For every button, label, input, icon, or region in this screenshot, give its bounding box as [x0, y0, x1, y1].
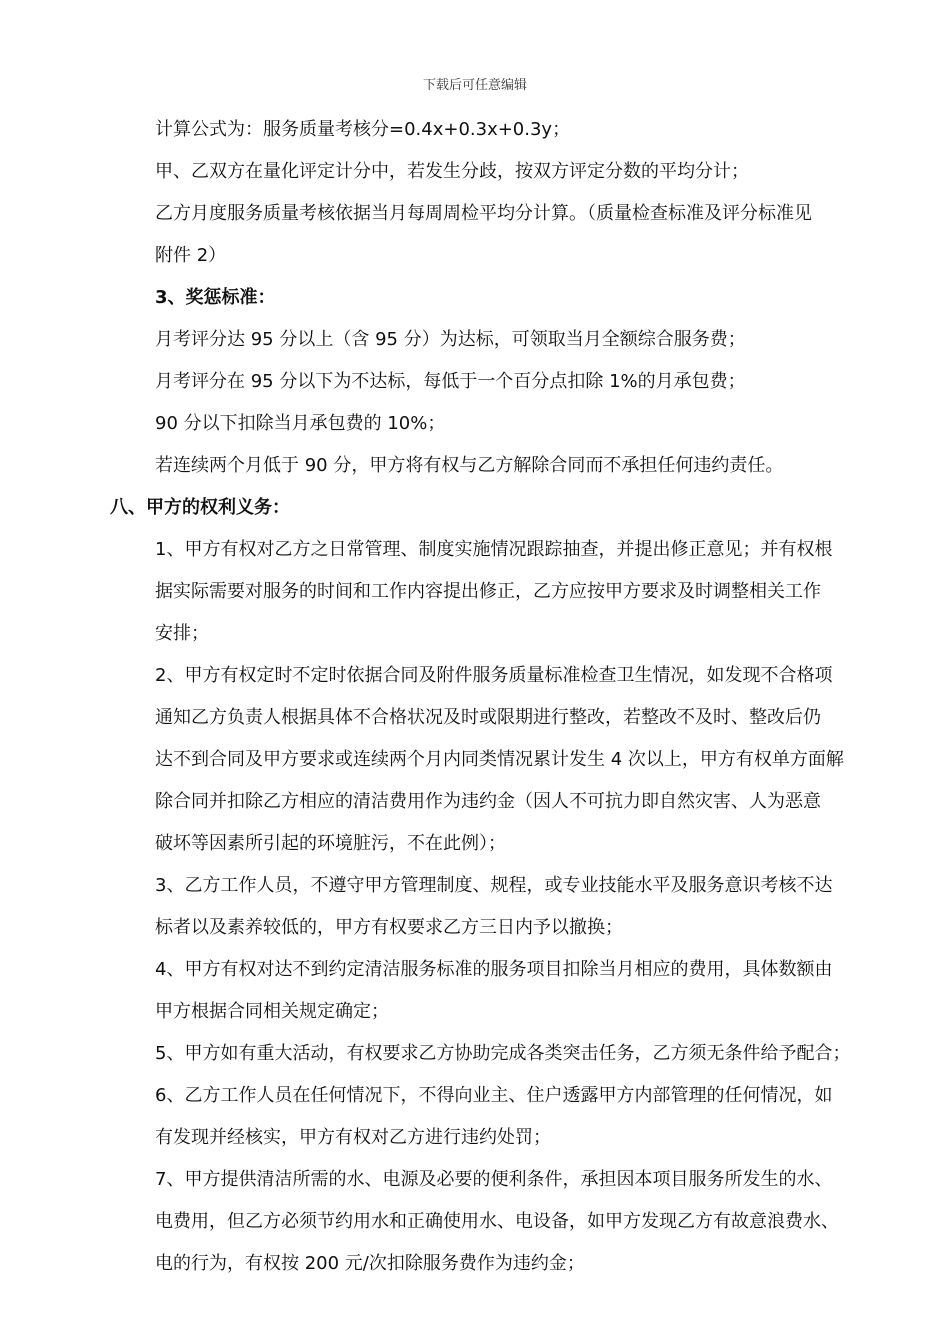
- paragraph-line: 乙方月度服务质量考核依据当月每周周检平均分计算。（质量检查标准及评分标准见: [155, 203, 812, 224]
- paragraph-line: 有发现并经核实，甲方有权对乙方进行违约处罚；: [155, 1127, 551, 1148]
- paragraph-line: 月考评分在 95 分以下为不达标，每低于一个百分点扣除 1%的月承包费；: [155, 371, 746, 392]
- paragraph-line: 4、甲方有权对达不到约定清洁服务标准的服务项目扣除当月相应的费用，具体数额由: [155, 959, 833, 980]
- page-header: 下载后可任意编辑: [422, 78, 527, 93]
- paragraph-line: 90 分以下扣除当月承包费的 10%；: [155, 413, 446, 434]
- paragraph-line: 据实际需要对服务的时间和工作内容提出修正，乙方应按甲方要求及时调整相关工作: [155, 581, 821, 602]
- formula-line: 计算公式为：服务质量考核分=0.4x+0.3x+0.3y；: [155, 119, 571, 140]
- paragraph-line: 7、甲方提供清洁所需的水、电源及必要的便利条件，承担因本项目服务所发生的水、: [155, 1169, 833, 1190]
- paragraph-line: 破坏等因素所引起的环境脏污，不在此例）；: [155, 833, 506, 854]
- paragraph-line: 通知乙方负责人根据具体不合格状况及时或限期进行整改，若整改不及时、整改后仍: [155, 707, 821, 728]
- paragraph-line: 若连续两个月低于 90 分，甲方将有权与乙方解除合同而不承担任何违约责任。: [155, 455, 784, 476]
- paragraph-line: 2、甲方有权定时不定时依据合同及附件服务质量标准检查卫生情况，如发现不合格项: [155, 665, 833, 686]
- section-heading-party-a: 八、甲方的权利义务：: [110, 497, 290, 518]
- paragraph-line: 达不到合同及甲方要求或连续两个月内同类情况累计发生 4 次以上，甲方有权单方面解: [155, 749, 844, 770]
- paragraph-line: 除合同并扣除乙方相应的清洁费用作为违约金（因人不可抗力即自然灾害、人为恶意: [155, 791, 821, 812]
- paragraph-line: 甲方根据合同相关规定确定；: [155, 1001, 389, 1022]
- paragraph-line: 3、乙方工作人员，不遵守甲方管理制度、规程，或专业技能水平及服务意识考核不达: [155, 875, 833, 896]
- paragraph-line: 标者以及素养较低的，甲方有权要求乙方三日内予以撤换；: [155, 917, 623, 938]
- paragraph-line: 6、乙方工作人员在任何情况下，不得向业主、住户透露甲方内部管理的任何情况，如: [155, 1085, 833, 1106]
- paragraph-line: 月考评分达 95 分以上（含 95 分）为达标，可领取当月全额综合服务费；: [155, 329, 746, 350]
- paragraph-line: 附件 2）: [155, 245, 227, 266]
- section-heading-reward: 3、奖惩标准：: [155, 287, 276, 308]
- paragraph-line: 甲、乙双方在量化评定计分中，若发生分歧，按双方评定分数的平均分计；: [155, 161, 749, 182]
- paragraph-line: 5、甲方如有重大活动，有权要求乙方协助完成各类突击任务，乙方须无条件给予配合；: [155, 1043, 851, 1064]
- paragraph-line: 电费用，但乙方必须节约用水和正确使用水、电设备，如甲方发现乙方有故意浪费水、: [155, 1211, 839, 1232]
- paragraph-line: 1、甲方有权对乙方之日常管理、制度实施情况跟踪抽查，并提出修正意见；并有权根: [155, 539, 833, 560]
- paragraph-line: 电的行为，有权按 200 元/次扣除服务费作为违约金；: [155, 1253, 585, 1274]
- paragraph-line: 安排；: [155, 623, 209, 644]
